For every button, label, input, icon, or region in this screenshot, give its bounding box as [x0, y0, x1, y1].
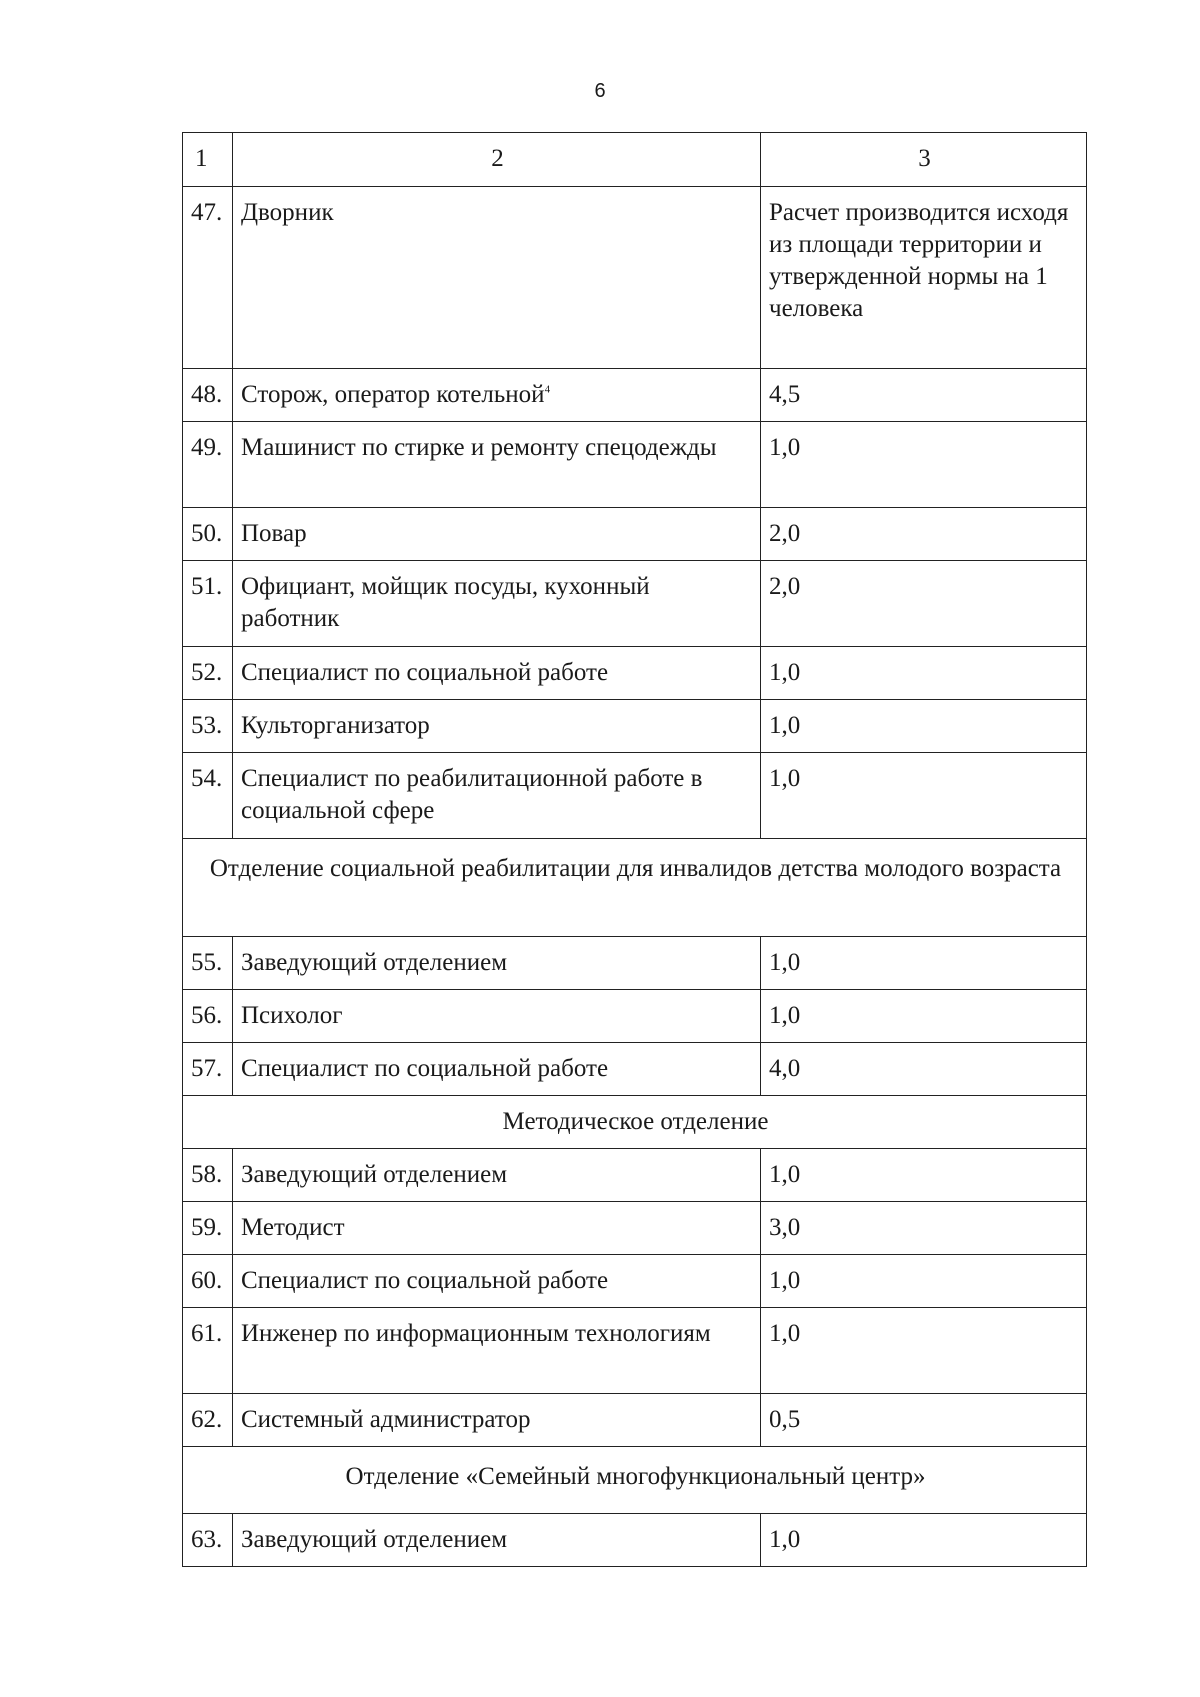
row-number: 58. — [183, 1149, 233, 1202]
row-number: 55. — [183, 937, 233, 990]
row-number: 53. — [183, 700, 233, 753]
table-row — [183, 508, 1087, 561]
row-number: 62. — [183, 1394, 233, 1447]
table-row — [183, 369, 1087, 422]
section-title: Отделение социальной реабилитации для инвалидов детства молодого возраста — [183, 839, 1087, 937]
staff-units: Расчет производится исходя из площади территории и утвержденной нормы на 1 человека — [761, 187, 1087, 369]
position-name: Специалист по реабилитационной работе в социальной сфере — [233, 753, 761, 839]
row-number: 52. — [183, 647, 233, 700]
row-number: 48. — [183, 369, 233, 422]
section-row — [183, 1096, 1087, 1149]
row-number: 54. — [183, 753, 233, 839]
row-number: 63. — [183, 1514, 233, 1567]
row-number: 49. — [183, 422, 233, 508]
row-number: 57. — [183, 1043, 233, 1096]
table-row — [183, 1394, 1087, 1447]
row-number: 60. — [183, 1255, 233, 1308]
column-header: 2 — [233, 133, 761, 187]
footnote-mark: 4 — [544, 383, 551, 396]
table-row — [183, 937, 1087, 990]
section-row — [183, 1447, 1087, 1514]
position-name: Специалист по социальной работе — [233, 1255, 761, 1308]
row-number: 50. — [183, 508, 233, 561]
table-row — [183, 561, 1087, 647]
position-name: Инженер по информационным технологиям — [233, 1308, 761, 1394]
position-name: Заведующий отделением — [233, 937, 761, 990]
position-name: Психолог — [233, 990, 761, 1043]
staff-units: 1,0 — [761, 647, 1087, 700]
position-name: Повар — [233, 508, 761, 561]
position-name: Специалист по социальной работе — [233, 647, 761, 700]
section-title: Методическое отделение — [183, 1096, 1087, 1149]
table-header-row — [183, 133, 1087, 187]
staff-units: 1,0 — [761, 1255, 1087, 1308]
row-number: 47. — [183, 187, 233, 369]
staff-units: 1,0 — [761, 937, 1087, 990]
row-number: 56. — [183, 990, 233, 1043]
position-name: Дворник — [233, 187, 761, 369]
position-name: Культорганизатор — [233, 700, 761, 753]
table-row — [183, 422, 1087, 508]
staff-units: 4,0 — [761, 1043, 1087, 1096]
staff-units: 4,5 — [761, 369, 1087, 422]
position-name-cell — [233, 369, 761, 422]
table-row — [183, 1308, 1087, 1394]
staff-units: 1,0 — [761, 990, 1087, 1043]
position-name: Заведующий отделением — [233, 1514, 761, 1567]
position-name: Методист — [233, 1202, 761, 1255]
staff-units: 2,0 — [761, 508, 1087, 561]
column-header: 1 — [183, 133, 233, 187]
table-row — [183, 1149, 1087, 1202]
section-row — [183, 839, 1087, 937]
page-number: 6 — [594, 80, 606, 102]
position-name: Специалист по социальной работе — [233, 1043, 761, 1096]
row-number: 59. — [183, 1202, 233, 1255]
position-name: Системный администратор — [233, 1394, 761, 1447]
position-name: Сторож, оператор котельной — [241, 381, 545, 408]
staffing-table — [182, 132, 1087, 1567]
table-row — [183, 1202, 1087, 1255]
position-name: Официант, мойщик посуды, кухонный работник — [233, 561, 761, 647]
table-row — [183, 187, 1087, 369]
table-row — [183, 1255, 1087, 1308]
staff-units: 1,0 — [761, 700, 1087, 753]
row-number: 61. — [183, 1308, 233, 1394]
staff-units: 0,5 — [761, 1394, 1087, 1447]
table-row — [183, 1043, 1087, 1096]
staff-units: 1,0 — [761, 753, 1087, 839]
staff-units: 1,0 — [761, 422, 1087, 508]
staff-units: 2,0 — [761, 561, 1087, 647]
table-row — [183, 647, 1087, 700]
table-row — [183, 700, 1087, 753]
table-row — [183, 1514, 1087, 1567]
table-row — [183, 990, 1087, 1043]
column-header: 3 — [761, 133, 1087, 187]
position-name: Заведующий отделением — [233, 1149, 761, 1202]
staff-units: 1,0 — [761, 1149, 1087, 1202]
position-name: Машинист по стирке и ремонту спецодежды — [233, 422, 761, 508]
staff-units: 3,0 — [761, 1202, 1087, 1255]
staff-units: 1,0 — [761, 1308, 1087, 1394]
table-row — [183, 753, 1087, 839]
staff-units: 1,0 — [761, 1514, 1087, 1567]
row-number: 51. — [183, 561, 233, 647]
section-title: Отделение «Семейный многофункциональный центр» — [183, 1447, 1087, 1514]
